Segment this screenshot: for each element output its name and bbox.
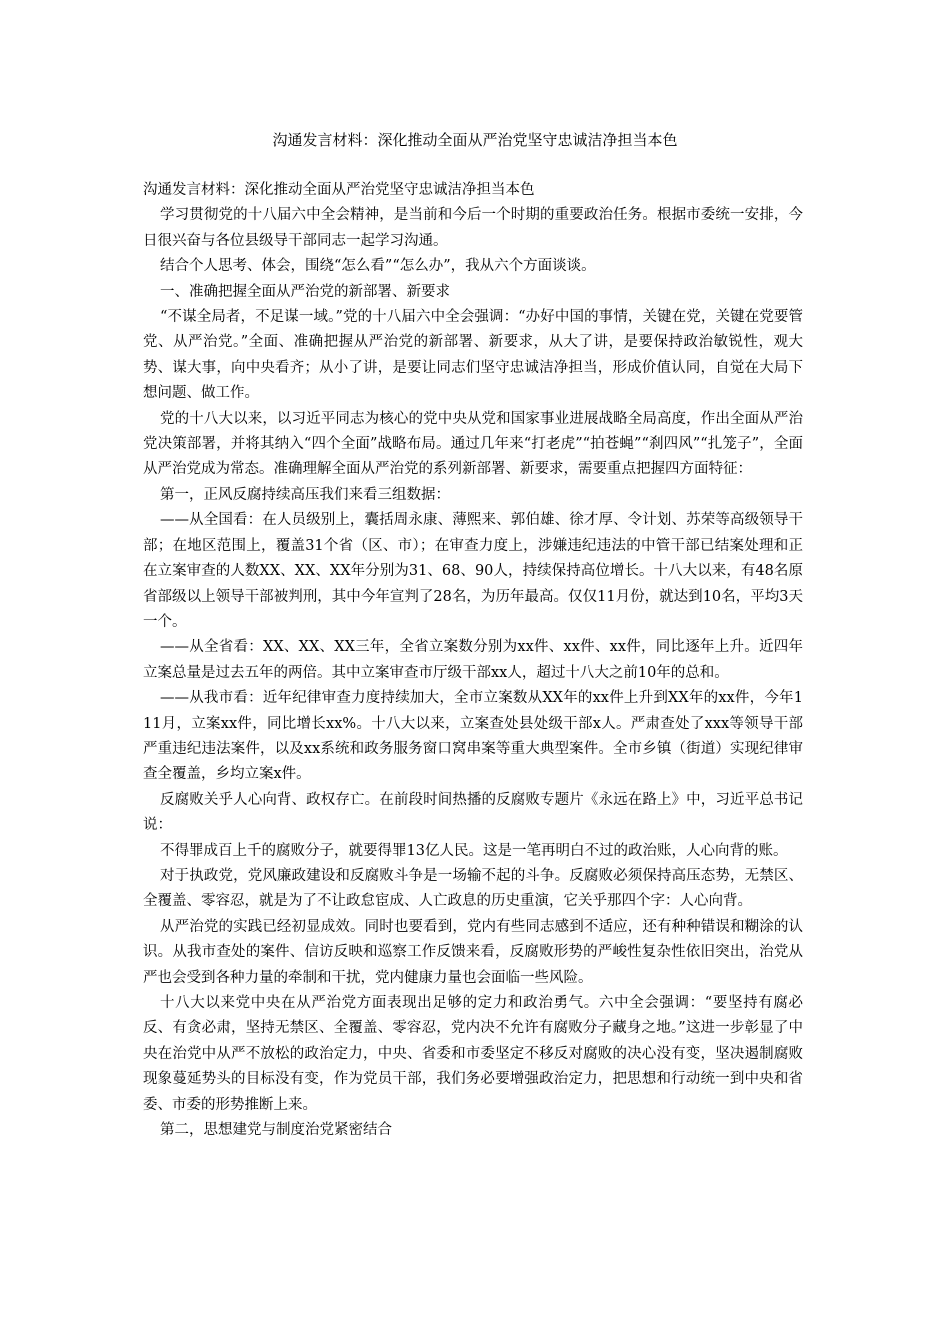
paragraph: 反腐败关乎人心向背、政权存亡。在前段时间热播的反腐败专题片《永远在路上》中，习近平总书记说：	[143, 791, 803, 834]
paragraph: 十八大以来党中央在从严治党方面表现出足够的定力和政治勇气。六中全会强调：“要坚持有腐必反、有贪必肃，坚持无禁区、全覆盖、零容忍，党内决不允许有腐败分子藏身之地。”这进一步彰显了中央在治党中从严不放松的政治定力，中央、省委和市委坚定不移反对腐败的决心没有变，坚决遏制腐败现象蔓延势头的目标没有变，作为党员干部，我们务必要增强政治定力，把思想和行动统一到中央和省委、市委的形势推断上来。	[143, 995, 803, 1113]
document-title: 沟通发言材料：深化推动全面从严治党坚守忠诚洁净担当本色	[272, 131, 678, 149]
section-heading-1: 一、准确把握全面从严治党的新部署、新要求	[160, 283, 450, 300]
paragraph-provincial-data: ——从全省看：XX、XX、XX三年，全省立案数分别为xx件、xx件、xx件，同比逐年上升。近四年立案总量是过去五年的两倍。其中立案审查市厅级干部xx人，超过十八大之前10年的总和。	[143, 639, 803, 681]
paragraph-national-data: ——从全国看：在人员级别上，囊括周永康、薄熙来、郭伯雄、徐才厚、令计划、苏荣等高级领导干部；在地区范围上，覆盖31个省（区、市）；在审查力度上，涉嫌违纪违法的中管干部已结案处理和正在立案审查的人数XX、XX、XX年分别为31、68、90人，持续保持高位增长。十八大以来，有48名原省部级以上领导干部被判刑，其中今年宣判了28名，为历年最高。仅仅11月份，就达到10名，平均3天一个。	[143, 512, 803, 630]
paragraph-quote: 不得罪成百上千的腐败分子，就要得罪13亿人民。这是一笔再明白不过的政治账，人心向背的账。	[160, 842, 788, 859]
paragraph: 对于执政党，党风廉政建设和反腐败斗争是一场输不起的斗争。反腐败必须保持高压态势，无禁区、全覆盖、零容忍，就是为了不让政怠宦成、人亡政息的历史重演，它关乎那四个字：人心向背。	[143, 867, 803, 910]
document-body	[143, 178, 803, 1143]
body-heading: 沟通发言材料：深化推动全面从严治党坚守忠诚洁净担当本色	[143, 182, 535, 198]
paragraph: 从严治党的实践已经初显成效。同时也要看到，党内有些同志感到不适应，还有种种错误和糊涂的认识。从我市查处的案件、信访反映和巡察工作反馈来看，反腐败形势的严峻性复杂性依旧突出，治党从严也会受到各种力量的牵制和干扰，党内健康力量也会面临一些风险。	[143, 918, 803, 986]
paragraph-intro: 学习贯彻党的十八届六中全会精神，是当前和今后一个时期的重要政治任务。根据市委统一安排，今日很兴奋与各位县级导干部同志一起学习沟通。	[143, 207, 803, 249]
paragraph: “不谋全局者，不足谋一域。”党的十八届六中全会强调：“办好中国的事情，关键在党，关键在党要管党、从严治党。”全面、准确把握从严治党的新部署、新要求，从大了讲，是要保持政治敏锐性，观大势、谋大事，向中央看齐；从小了讲，是要让同志们坚守忠诚洁净担当，形成价值认同，自觉在大局下想问题、做工作。	[143, 309, 803, 402]
paragraph-outline: 结合个人思考、体会，围绕“怎么看”“怎么办”，我从六个方面谈谈。	[160, 258, 596, 275]
subsection-heading-1: 第一，正风反腐持续高压我们来看三组数据：	[160, 486, 450, 503]
paragraph-city-data: ——从我市看：近年纪律审查力度持续加大，全市立案数从XX年的xx件上升到XX年的xx件，今年111月，立案xx件，同比增长xx%。十八大以来，立案查处县处级干部x人。严肃查处了xxx等领导干部严重违纪违法案件，以及xx系统和政务服务窗口窝串案等重大典型案件。全市乡镇（街道）实现纪律审查全覆盖，乡均立案x件。	[143, 690, 803, 783]
subsection-heading-2: 第二，思想建党与制度治党紧密结合	[160, 1122, 392, 1139]
paragraph: 党的十八大以来，以习近平同志为核心的党中央从党和国家事业进展战略全局高度，作出全面从严治党决策部署，并将其纳入“四个全面”战略布局。通过几年来“打老虎”“拍苍蝇”“刹四风”“扎笼子”，全面从严治党成为常态。准确理解全面从严治党的系列新部署、新要求，需要重点把握四方面特征：	[143, 410, 803, 478]
